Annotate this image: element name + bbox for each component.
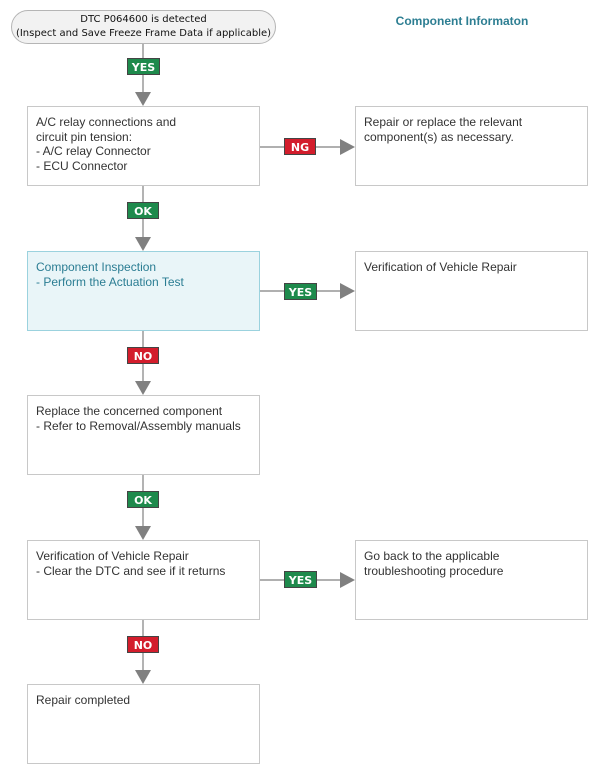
box-text-line: - A/C relay Connector [36,144,151,158]
box-text-line: troubleshooting procedure [364,563,504,578]
start-node-dtc-detected [11,10,276,44]
box-text-line: - Refer to Removal/Assembly manuals [36,418,241,433]
badge-yes-start: YES [127,58,160,75]
box-text-line: Repair or replace the relevant [364,115,523,129]
badge-no-inspection: NO [127,347,159,364]
arrow-down-1 [135,92,151,106]
step-replace-concerned-component [27,395,260,475]
arrow-down-4 [135,526,151,540]
box-text-line: A/C relay connections and [36,115,177,129]
badge-ok-1: OK [127,202,159,219]
step-verification-of-vehicle-repair [355,251,588,331]
step-component-inspection[interactable] [27,251,260,331]
box-text-line: component(s) as necessary. [364,129,514,144]
box-text-line: Replace the concerned component [36,404,223,418]
step-repair-replace-component [355,106,588,186]
box-text-line: - ECU Connector [36,158,128,173]
arrow-right-3 [340,572,355,588]
start-line-dtc: DTC P064600 is detected [80,14,207,25]
box-text-line: - Clear the DTC and see if it returns [36,563,226,578]
badge-yes-verification: YES [284,571,317,588]
step-verification-clear-dtc [27,540,260,620]
arrow-down-3 [135,381,151,395]
box-text-line: Verification of Vehicle Repair [364,260,517,274]
box-text-line: Verification of Vehicle Repair [36,549,189,563]
step-relay-connection-check [27,106,260,186]
component-inspection-link[interactable]: Component Inspection [36,260,157,274]
badge-ng: NG [284,138,316,155]
arrow-down-2 [135,237,151,251]
arrow-down-5 [135,670,151,684]
step-go-back-troubleshooting [355,540,588,620]
box-text-line: Go back to the applicable [364,549,500,563]
badge-no-verification: NO [127,636,159,653]
badge-ok-2: OK [127,491,159,508]
badge-yes-inspection: YES [284,283,317,300]
step-repair-completed [27,684,260,764]
component-information-header: Component Informaton [395,14,529,28]
arrow-right-1 [340,139,355,155]
box-text-line: circuit pin tension: [36,129,133,144]
box-text-line: Repair completed [36,693,131,707]
start-line-freeze-frame: (Inspect and Save Freeze Frame Data if applicable) [15,28,272,39]
arrow-right-2 [340,283,355,299]
actuation-test-link[interactable]: - Perform the Actuation Test [36,274,184,289]
